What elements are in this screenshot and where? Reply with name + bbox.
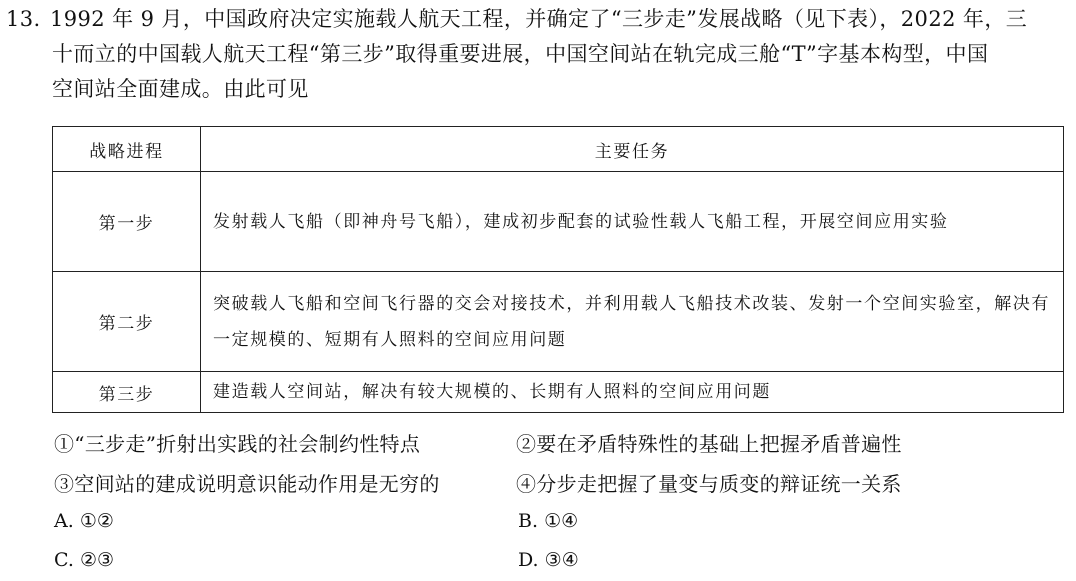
task-cell: 突破载人飞船和空间飞行器的交会对接技术，并利用载人飞船技术改装、发射一个空间实验室，解决有一定规模的、短期有人照料的空间应用问题 [201,272,1064,372]
question-text-1: 1992 年 9 月，中国政府决定实施载人航天工程，并确定了“三步走”发展战略（见下表），2022 年，三 [50,7,1028,31]
statement-1: ①“三步走”折射出实践的社会制约性特点 [54,432,421,456]
choice-a[interactable] [54,510,114,532]
table-row [53,272,1064,372]
header-task: 主要任务 [201,127,1064,172]
statement-3: ③空间站的建成说明意识能动作用是无穷的 [54,472,440,496]
choice-b[interactable] [518,510,578,532]
question-line-3: 空间站全面建成。由此可见 [52,77,309,101]
choice-letter: C. [54,549,74,571]
task-cell: 建造载人空间站，解决有较大规模的、长期有人照料的空间应用问题 [201,372,1064,413]
question-line-1 [6,2,1068,37]
choice-c[interactable] [54,549,114,571]
step-cell: 第二步 [53,272,201,372]
statement-2: ②要在矛盾特殊性的基础上把握矛盾普遍性 [516,432,902,456]
choice-text: ③④ [544,549,579,571]
strategy-table [52,126,1064,413]
choice-letter: B. [518,510,539,532]
step-cell: 第三步 [53,372,201,413]
task-cell: 发射载人飞船（即神舟号飞船），建成初步配套的试验性载人飞船工程，开展空间应用实验 [201,172,1064,272]
choice-d[interactable] [518,549,579,571]
choice-text: ①② [79,510,114,532]
choice-letter: A. [54,510,74,532]
question-stem [6,2,1068,107]
choice-text: ②③ [79,549,115,571]
choice-text: ①④ [544,510,579,532]
choice-letter: D. [518,549,539,571]
step-cell: 第一步 [53,172,201,272]
question-line-2: 十而立的中国载人航天工程“第三步”取得重要进展，中国空间站在轨完成三舱“T”字基本构型，中国 [52,42,989,66]
table-header-row [53,127,1064,172]
header-stage: 战略进程 [53,127,201,172]
statement-4: ④分步走把握了量变与质变的辩证统一关系 [516,472,902,496]
table-row [53,172,1064,272]
question-number: 13. [6,7,41,31]
table-row [53,372,1064,413]
